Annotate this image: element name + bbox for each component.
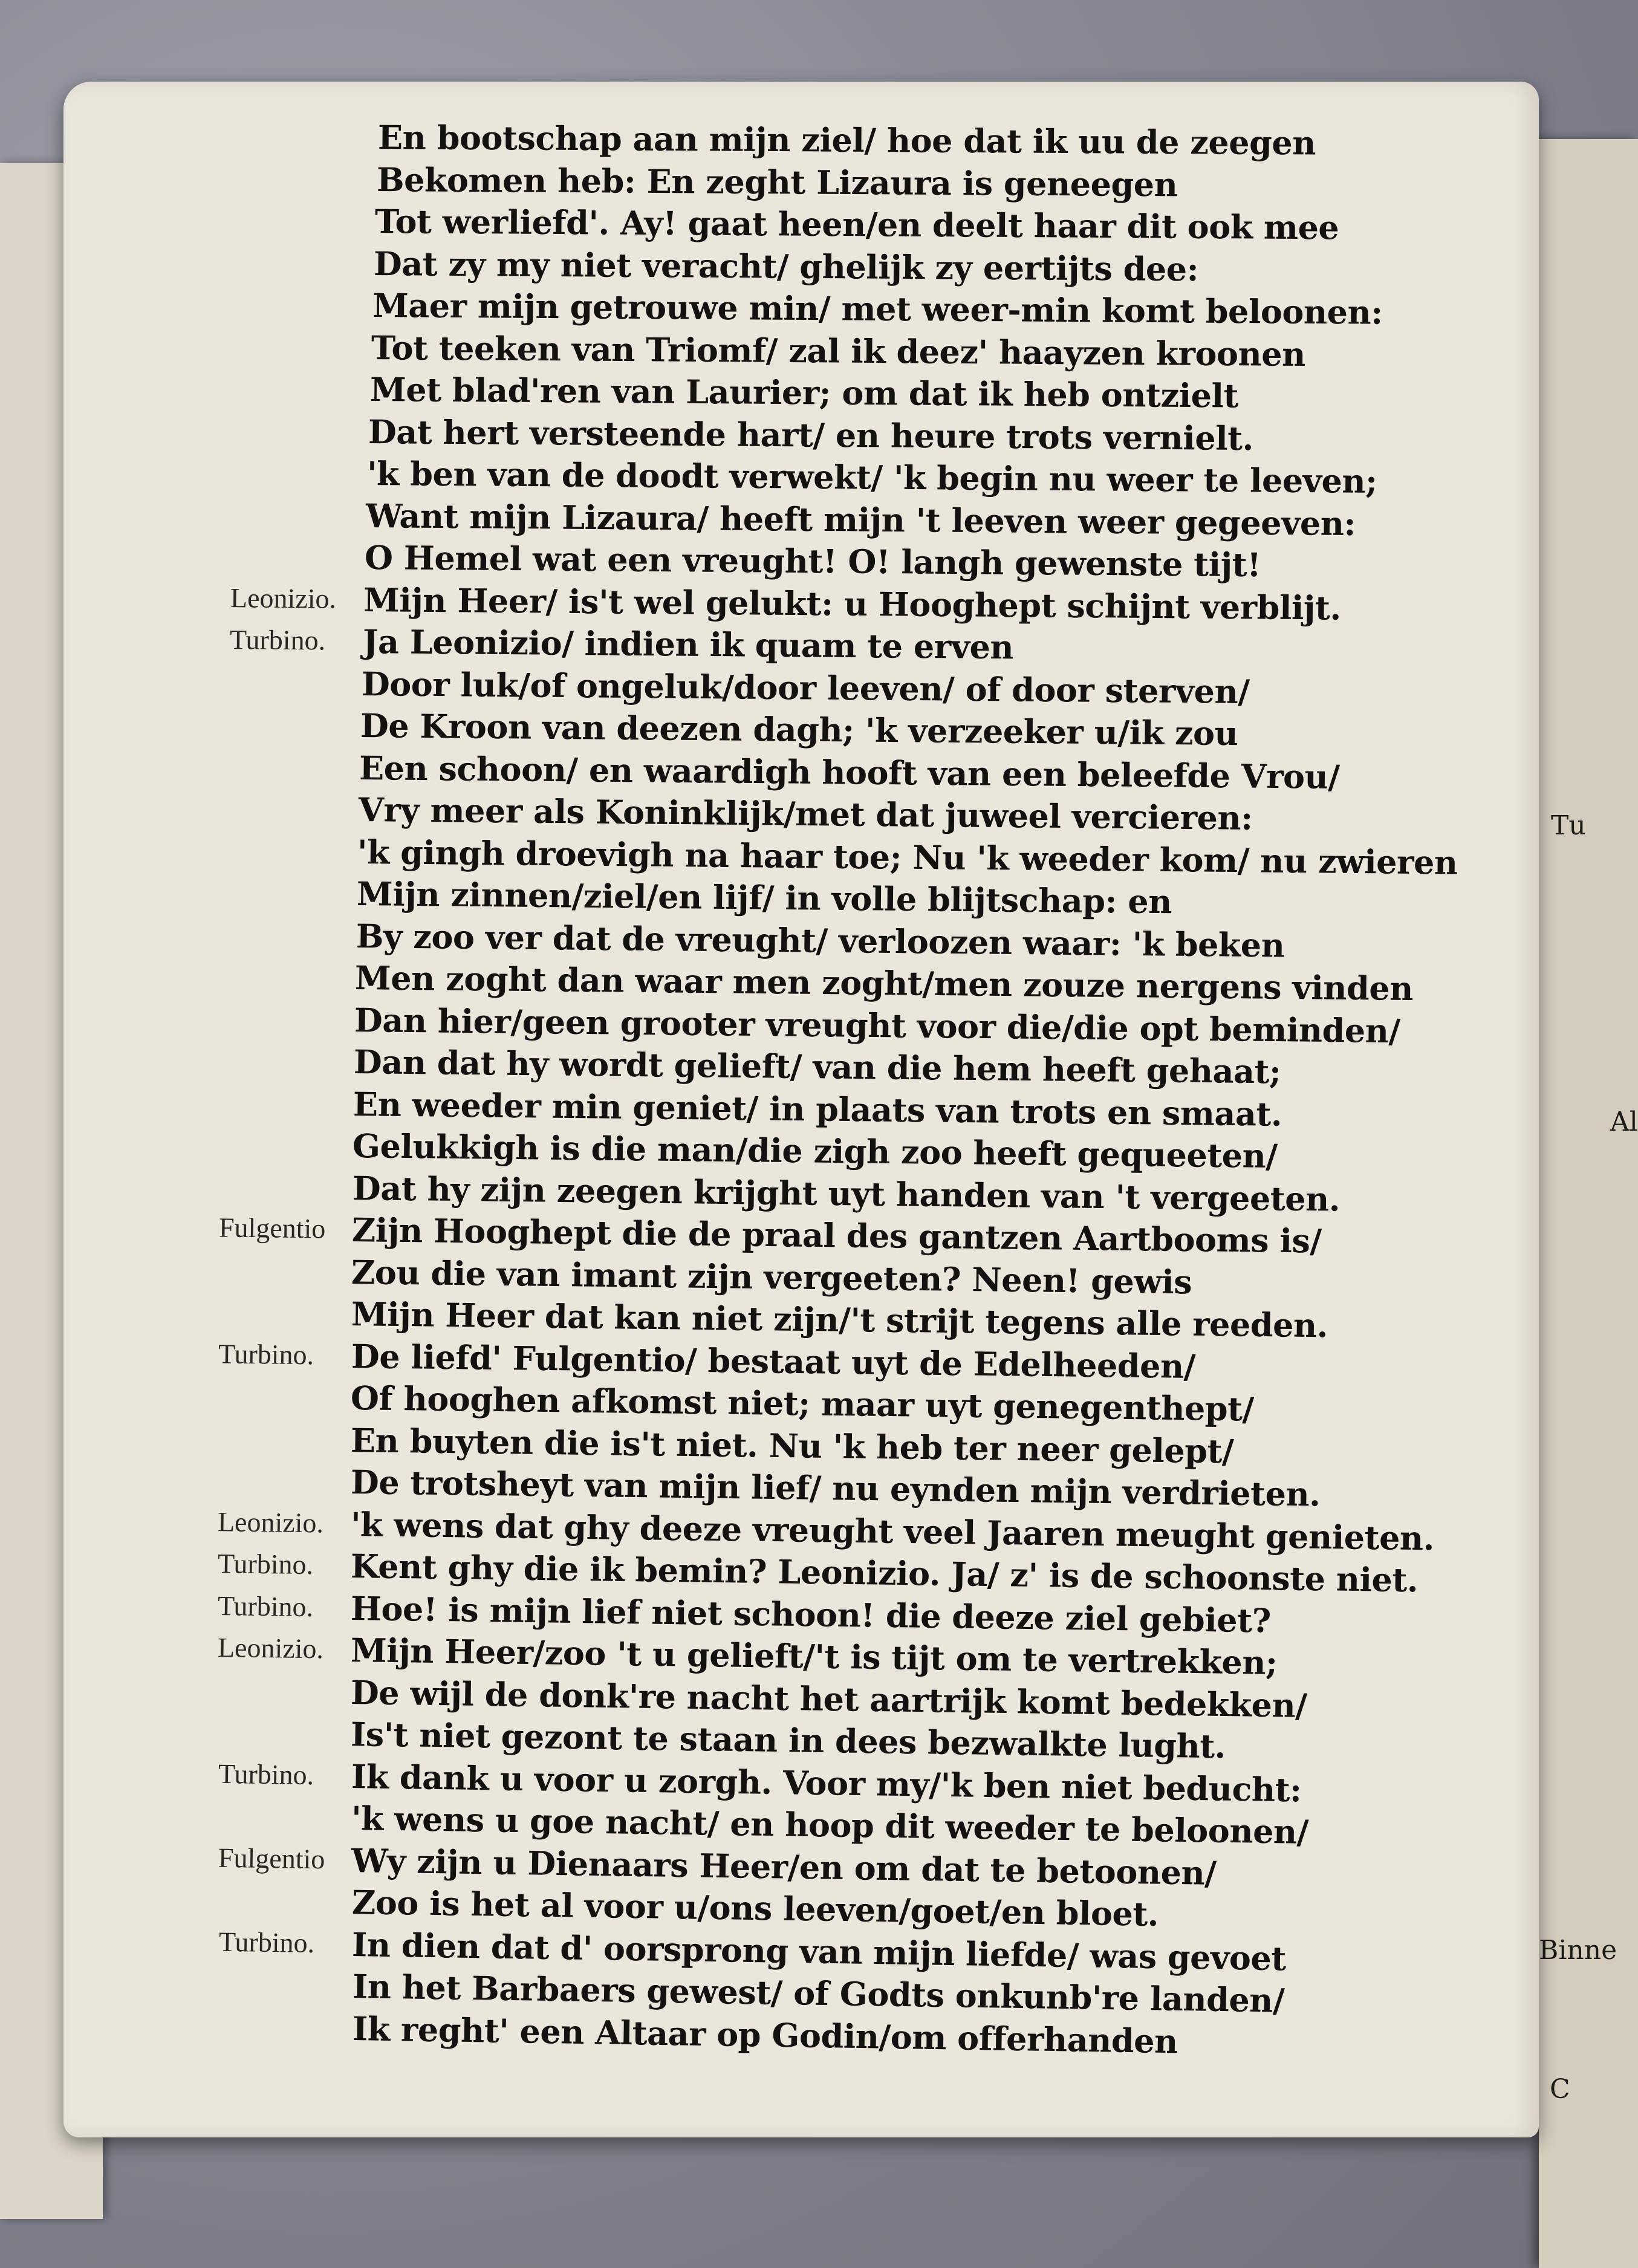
speaker-label: [238, 330, 365, 331]
verse-text: Tot werliefd'. Ay! gaat heen/en deelt haar dit ook mee: [374, 202, 1339, 247]
verse-text: Mijn zinnen/ziel/en lijf/ in volle blijtschap: en: [356, 874, 1172, 921]
speaker-label: [218, 1673, 345, 1675]
speaker-label: Leonizio.: [230, 582, 337, 614]
speaker-label: Leonizio.: [217, 1631, 324, 1665]
verse-text: Men zoght dan waar men zoght/men zouze nergens vinden: [354, 958, 1414, 1009]
speaker-label: [219, 2009, 346, 2011]
book-page: [63, 82, 1539, 2137]
verse-text: Vry meer als Koninklijk/met dat juweel vercieren:: [358, 790, 1253, 837]
verse-text: De wijl de donk're nacht het aartrijk komt bedekken/: [350, 1672, 1307, 1725]
speaker-label: Turbino.: [218, 1926, 315, 1958]
verse-line: [351, 1295, 1513, 1346]
verse-line: [354, 1042, 1515, 1093]
verse-line: [357, 874, 1518, 923]
speaker-label: [222, 960, 349, 961]
verse-line: [378, 118, 1539, 163]
speaker-label: Turbino.: [229, 624, 326, 656]
verse-text: Dat zy my niet veracht/ ghelijk zy eertijts dee:: [373, 244, 1199, 288]
verse-text: In het Barbaers gewest/ of Godts onkunb're landen/: [352, 1967, 1285, 2020]
verse-text: Met blad'ren van Laurier; om dat ik heb ontzielt: [369, 370, 1239, 415]
speaker-label: Turbino.: [217, 1590, 314, 1622]
speaker-label: Turbino.: [218, 1337, 314, 1370]
verse-text: Ik reght' een Altaar op Godin/om offerhanden: [352, 2009, 1178, 2061]
speaker-label: [219, 1128, 346, 1129]
speaker-label: [218, 1295, 345, 1297]
speaker-label: [218, 1253, 345, 1255]
verse-line: [351, 1253, 1513, 1304]
facing-page-edge: [1539, 139, 1638, 2268]
verse-line: [354, 1001, 1516, 1050]
speaker-label: [237, 371, 364, 372]
speaker-label: [218, 1379, 345, 1381]
verse-text: En buyten die is't niet. Nu 'k heb ter neer gelept/: [350, 1420, 1234, 1470]
verse-text: Mijn Heer/zoo 't u gelieft/'t is tijt om te vertrekken;: [350, 1631, 1278, 1682]
verse-line: [229, 622, 1524, 670]
verse-line: [359, 790, 1520, 839]
verse-text: Bekomen heb: En zeght Lizaura is geneegen: [376, 160, 1178, 204]
speaker-label: [223, 917, 350, 918]
speaker-label: [232, 539, 359, 541]
verse-text: Gelukkigh is die man/die zigh zoo heeft gequeeten/: [352, 1126, 1278, 1176]
verse-text: Een schoon/ en waardigh hooft van een beleefde Vrou/: [359, 748, 1340, 796]
verse-text: O Hemel wat een vreught! O! langh gewenste tijt!: [364, 538, 1261, 585]
speaker-label: [220, 1085, 347, 1087]
verse-line: [374, 244, 1535, 290]
verse-line: [377, 160, 1538, 205]
verse-line: [362, 664, 1523, 712]
verse-line: [353, 1085, 1515, 1135]
verse-line: [367, 454, 1528, 501]
verse-text: Zoo is het al voor u/ons leeven/goet/en bloet.: [351, 1883, 1159, 1934]
verse-line: [370, 370, 1531, 416]
verse-line: [359, 749, 1520, 797]
speaker-label: [241, 245, 368, 246]
verse-text: Of hooghen afkomst niet; maar uyt genegenthept/: [350, 1379, 1255, 1429]
verse-text: Zijn Hooghept die de praal des gantzen Aartbooms is/: [351, 1210, 1322, 1261]
speaker-label: [219, 1967, 346, 1969]
speaker-label: [218, 1799, 345, 1801]
speaker-label: [221, 1001, 348, 1002]
verse-text: Dan dat hy wordt gelieft/ van die hem heeft gehaat;: [353, 1042, 1281, 1091]
verse-text: Tot teeken van Triomf/ zal ik deez' haayzen kroonen: [371, 328, 1306, 374]
verse-line: [365, 538, 1526, 585]
verse-line: [230, 580, 1524, 628]
speaker-label: [221, 1044, 348, 1045]
speaker-label: Turbino.: [218, 1758, 314, 1790]
verse-text: Want mijn Lizaura/ heeft mijn 't leeven weer gegeeven:: [365, 496, 1356, 543]
speaker-label: [234, 455, 361, 457]
speaker-label: Leonizio.: [217, 1506, 324, 1538]
verse-line: [353, 1169, 1514, 1220]
verse-line: [366, 496, 1527, 543]
facing-page-fragment: Tu: [1551, 810, 1586, 841]
verse-text: Maer mijn getrouwe min/ met weer-min komt beloonen:: [372, 286, 1383, 332]
verse-text: Ik dank u voor u zorgh. Voor my/'k ben niet beducht:: [351, 1756, 1302, 1809]
speaker-label: [224, 833, 351, 834]
verse-text: Ja Leonizio/ indien ik quam te erven: [362, 622, 1014, 667]
verse-text: In dien dat d' oorsprong van mijn liefde/ was gevoet: [351, 1925, 1287, 1978]
verse-line: [357, 833, 1519, 882]
verse-line: [353, 1126, 1514, 1177]
speaker-label: [226, 791, 353, 793]
verse-line: [371, 328, 1532, 374]
verse-text: 'k gingh droevigh na haar toe; Nu 'k weeder kom/ nu zwieren: [357, 832, 1458, 882]
speaker-label: [233, 498, 360, 499]
verse-text: De liefd' Fulgentio/ bestaat uyt de Edelheeden/: [351, 1336, 1196, 1386]
verse-text: 'k wens u goe nacht/ en hoop dit weeder te beloonen/: [351, 1799, 1309, 1851]
verse-text: Kent ghy die ik bemin? Leonizio. Ja/ z' is de schoonste niet.: [350, 1547, 1419, 1600]
speaker-label: Fulgentio: [218, 1212, 326, 1244]
verse-text: 'k ben van de doodt verwekt/ 'k begin nu weer te leeven;: [366, 454, 1377, 501]
verse-text: Hoe! is mijn lief niet schoon! die deeze ziel gebiet?: [350, 1588, 1272, 1640]
verse-text: Mijn Heer dat kan niet zijn/'t strijt tegens alle reeden.: [351, 1295, 1328, 1345]
speaker-label: [226, 749, 353, 750]
verse-block: [63, 82, 1539, 2137]
speaker-label: [218, 1715, 345, 1717]
verse-text: Wy zijn u Dienaars Heer/en om dat te betoonen/: [351, 1841, 1217, 1893]
verse-text: Door luk/of ongeluk/door leeven/ of door sterven/: [361, 664, 1250, 711]
verse-line: [375, 202, 1536, 247]
speaker-label: [235, 414, 362, 415]
speaker-label: [227, 707, 354, 709]
verse-text: Dan hier/geen grooter vreught voor die/die opt beminden/: [354, 1000, 1401, 1050]
speaker-label: [219, 1883, 346, 1885]
speaker-label: Fulgentio: [218, 1842, 325, 1874]
verse-text: Mijn Heer/ is't wel gelukt: u Hooghept schijnt verblijt.: [363, 580, 1341, 628]
verse-line: [360, 706, 1521, 754]
verse-text: By zoo ver dat de vreught/ verloozen waar: 'k beken: [356, 916, 1285, 964]
verse-line: [355, 958, 1516, 1008]
speaker-label: [229, 666, 356, 667]
verse-text: Dat hy zijn zeegen krijght uyt handen van 't vergeeten.: [352, 1168, 1341, 1219]
verse-text: Is't niet gezont te staan in dees bezwalkte lught.: [350, 1715, 1226, 1766]
verse-line: [356, 917, 1518, 966]
speaker-label: [244, 161, 371, 162]
speaker-label: Turbino.: [217, 1548, 314, 1581]
verse-text: De Kroon van deezen dagh; 'k verzeeker u/ik zou: [360, 706, 1238, 753]
verse-text: Zou die van imant zijn vergeeten? Neen! gewis: [351, 1252, 1192, 1301]
facing-page-fragment: C: [1550, 2074, 1570, 2105]
verse-text: Dat hert versteende hart/ en heure trots vernielt.: [368, 412, 1254, 458]
speaker-label: [218, 1463, 345, 1465]
speaker-label: [219, 1169, 346, 1171]
facing-page-fragment: Al: [1610, 1106, 1638, 1137]
verse-text: 'k wens dat ghy deeze vreught veel Jaaren meught genieten.: [350, 1504, 1435, 1558]
facing-page-fragment: Binne: [1539, 1935, 1617, 1966]
verse-text: En weeder min geniet/ in plaats van trots en smaat.: [353, 1084, 1282, 1134]
verse-line: [368, 412, 1529, 459]
verse-text: De trotsheyt van mijn lief/ nu eynden mijn verdrieten.: [350, 1463, 1321, 1514]
speaker-label: [239, 287, 366, 288]
speaker-label: [224, 876, 351, 877]
verse-line: [372, 286, 1533, 331]
speaker-label: [218, 1422, 345, 1423]
verse-text: En bootschap aan mijn ziel/ hoe dat ik uu de zeegen: [377, 118, 1316, 163]
